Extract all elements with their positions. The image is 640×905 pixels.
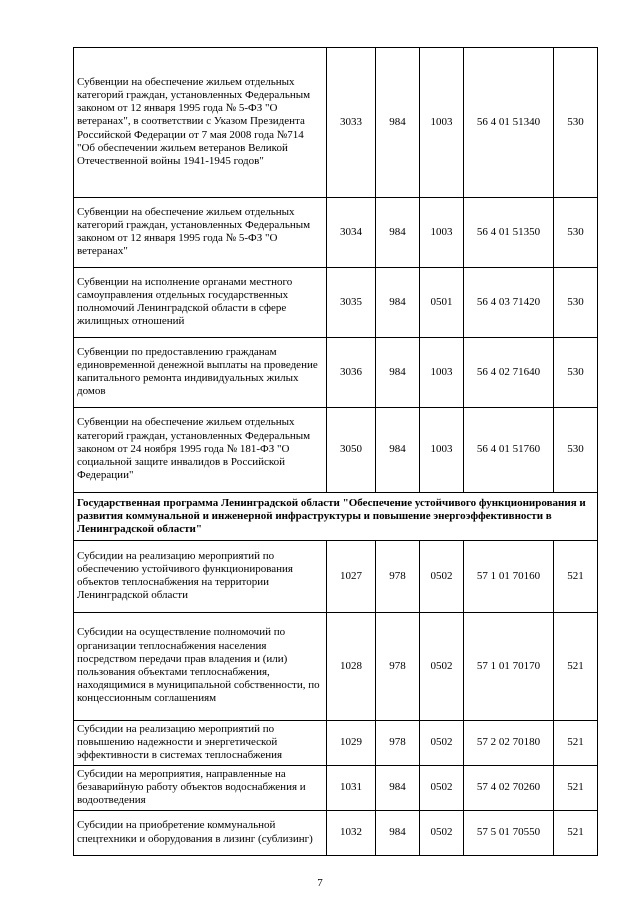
table-row: [74, 721, 598, 766]
page-number: 7: [317, 877, 323, 889]
code-cell: 1027: [327, 541, 376, 613]
section-subsection-cell: 1003: [420, 338, 464, 408]
table-row: [74, 811, 598, 856]
description-cell: Субвенции на обеспечение жильем отдельных категорий граждан, установленных Федеральным законом от 24 ноября 1995 года № 181-ФЗ "О социальной защите инвалидов в Российской Федерации": [74, 408, 327, 493]
section-subsection-cell: 0502: [420, 721, 464, 766]
section-subsection-cell: 0501: [420, 268, 464, 338]
grbs-cell: 984: [376, 268, 420, 338]
section-row: [74, 493, 598, 541]
table-row: [74, 268, 598, 338]
description-cell: Субвенции на обеспечение жильем отдельных категорий граждан, установленных Федеральным законом от 12 января 1995 года № 5-ФЗ "О ветеранах": [74, 198, 327, 268]
target-article-cell: 57 2 02 70180: [464, 721, 554, 766]
target-article-cell: 57 4 02 70260: [464, 766, 554, 811]
grbs-cell: 984: [376, 811, 420, 856]
section-subsection-cell: 1003: [420, 48, 464, 198]
code-cell: 3034: [327, 198, 376, 268]
expense-type-cell: 530: [554, 198, 598, 268]
description-cell: Субсидии на реализацию мероприятий по обеспечению устойчивого функционирования объектов теплоснабжения на территории Ленинградской области: [74, 541, 327, 613]
expense-type-cell: 530: [554, 48, 598, 198]
target-article-cell: 56 4 01 51350: [464, 198, 554, 268]
expense-type-cell: 521: [554, 721, 598, 766]
table-row: [74, 541, 598, 613]
grbs-cell: 978: [376, 721, 420, 766]
code-cell: 1031: [327, 766, 376, 811]
table-row: [74, 198, 598, 268]
expense-type-cell: 521: [554, 766, 598, 811]
grbs-cell: 984: [376, 408, 420, 493]
description-cell: Субвенции на обеспечение жильем отдельных категорий граждан, установленных Федеральным законом от 12 января 1995 года № 5-ФЗ "О ветеранах", в соответствии с Указом Президента Российской Федерации от 7 мая 2008 года №714 "Об обеспечении жильем ветеранов Великой Отечественной войны 1941-1945 годов": [74, 48, 327, 198]
code-cell: 1032: [327, 811, 376, 856]
section-subsection-cell: 0502: [420, 766, 464, 811]
table-row: [74, 766, 598, 811]
expense-type-cell: 521: [554, 541, 598, 613]
table-row: [74, 613, 598, 721]
grbs-cell: 984: [376, 48, 420, 198]
table-body: [74, 48, 598, 856]
expense-type-cell: 521: [554, 613, 598, 721]
code-cell: 1029: [327, 721, 376, 766]
target-article-cell: 56 4 02 71640: [464, 338, 554, 408]
description-cell: Субвенции по предоставлению гражданам единовременной денежной выплаты на проведение капитального ремонта индивидуальных жилых домов: [74, 338, 327, 408]
grbs-cell: 984: [376, 198, 420, 268]
budget-table: [73, 47, 598, 856]
grbs-cell: 984: [376, 766, 420, 811]
description-cell: Субсидии на приобретение коммунальной спецтехники и оборудования в лизинг (сублизинг): [74, 811, 327, 856]
code-cell: 3035: [327, 268, 376, 338]
target-article-cell: 57 1 01 70160: [464, 541, 554, 613]
grbs-cell: 978: [376, 613, 420, 721]
target-article-cell: 57 1 01 70170: [464, 613, 554, 721]
code-cell: 3033: [327, 48, 376, 198]
grbs-cell: 984: [376, 338, 420, 408]
description-cell: Субсидии на мероприятия, направленные на безаварийную работу объектов водоснабжения и водоотведения: [74, 766, 327, 811]
section-subsection-cell: 1003: [420, 198, 464, 268]
code-cell: 3050: [327, 408, 376, 493]
description-cell: Субсидии на осуществление полномочий по организации теплоснабжения населения посредством передачи прав владения и (или) пользования объектами теплоснабжения, находящимися в муниципальной собственности, по концессионным соглашениям: [74, 613, 327, 721]
section-title: Государственная программа Ленинградской области "Обеспечение устойчивого функционирования и развития коммунальной и инженерной инфраструктуры и повышение энергоэффективности в Ленинградской области": [74, 493, 598, 541]
expense-type-cell: 530: [554, 268, 598, 338]
target-article-cell: 57 5 01 70550: [464, 811, 554, 856]
section-subsection-cell: 0502: [420, 613, 464, 721]
code-cell: 3036: [327, 338, 376, 408]
target-article-cell: 56 4 01 51340: [464, 48, 554, 198]
description-cell: Субсидии на реализацию мероприятий по повышению надежности и энергетической эффективности в системах теплоснабжения: [74, 721, 327, 766]
target-article-cell: 56 4 01 51760: [464, 408, 554, 493]
target-article-cell: 56 4 03 71420: [464, 268, 554, 338]
code-cell: 1028: [327, 613, 376, 721]
table-row: [74, 408, 598, 493]
expense-type-cell: 530: [554, 338, 598, 408]
description-cell: Субвенции на исполнение органами местного самоуправления отдельных государственных полномочий Ленинградской области в сфере жилищных отношений: [74, 268, 327, 338]
expense-type-cell: 530: [554, 408, 598, 493]
grbs-cell: 978: [376, 541, 420, 613]
section-subsection-cell: 0502: [420, 541, 464, 613]
section-subsection-cell: 1003: [420, 408, 464, 493]
section-subsection-cell: 0502: [420, 811, 464, 856]
table-row: [74, 338, 598, 408]
table-row: [74, 48, 598, 198]
expense-type-cell: 521: [554, 811, 598, 856]
